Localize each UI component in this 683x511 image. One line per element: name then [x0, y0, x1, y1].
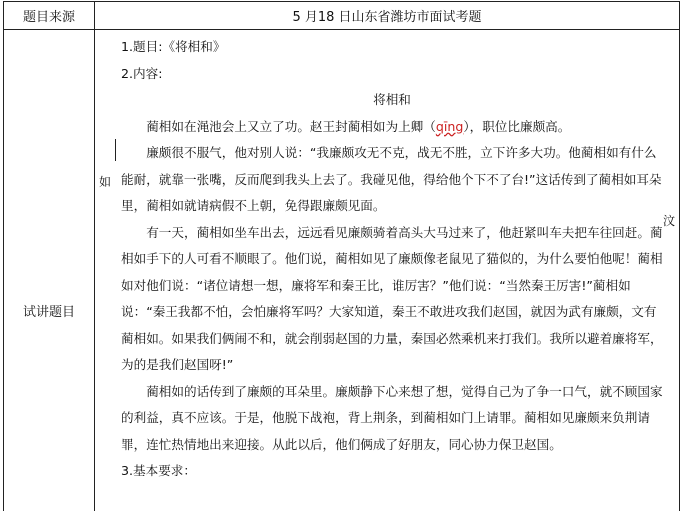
- cursor-mark: [115, 139, 116, 161]
- row-label: 试讲题目: [4, 30, 95, 511]
- header-source-value: 5 月18 日山东省潍坊市面试考题: [95, 2, 680, 30]
- item-title: 1.题目:《将相和》: [121, 39, 226, 54]
- content-cell: [95, 30, 680, 511]
- paragraph-2: 廉颇很不服气，他对别人说：“我廉颇攻无不克，战无不胜，立下许多大功。他蔺相如有什么能耐，就靠一张嘴，反而爬到我头上去了。我碰见他，得给他个下不了台!”这话传到了蔺相如耳朵里，蔺相如就请病假不上朝，免得跟廉颇见面。: [121, 145, 662, 213]
- paragraph-3: 有一天，蔺相如坐车出去，远远看见廉颇骑着高头大马过来了，他赶紧叫车夫把车往回赶。蔺相如手下的人可看不顺眼了。他们说，蔺相如见了廉颇像老鼠见了猫似的，为什么要怕他呢！蔺相如对他们说：“诸位请想一想，廉将军和秦王比，谁厉害？”他们说：“当然秦王厉害!”蔺相如说：“秦王我都不怕，会怕廉将军吗？大家知道，秦王不敢进攻我们赵国，就因为武有廉颇，文有蔺相如。如果我们俩闹不和，就会削弱赵国的力量，秦国必然乘机来打我们。我所以避着廉将军，为的是我们赵国呀!”: [121, 224, 663, 372]
- pinyin-annotation: qīng: [435, 118, 464, 134]
- paragraph-1-text: 蔺相如在渑池会上又立了功。赵王封蔺相如为上卿（qīng），职位比廉颇高。: [146, 118, 571, 134]
- content-row: [4, 30, 680, 511]
- item-requirements: 3.基本要求：: [121, 463, 196, 478]
- exam-table: [3, 1, 680, 511]
- header-row: [4, 2, 680, 30]
- paragraph-1: [121, 114, 663, 141]
- margin-mark-right: 汶: [662, 214, 675, 228]
- story-title: 将相和: [373, 92, 411, 107]
- item-content: 2.内容:: [121, 65, 163, 81]
- paragraph-4: 蔺相如的话传到了廉颇的耳朵里。廉颇静下心来想了想，觉得自己为了争一口气，就不顾国家的利益，真不应该。于是，他脱下战袍，背上荆条，到蔺相如门上请罪。蔺相如见廉颇来负荆请罪，连忙热情地出来迎接。从此以后，他们俩成了好朋友，同心协力保卫赵国。: [121, 383, 663, 452]
- header-source-label: 题目来源: [4, 2, 95, 30]
- content-block: [95, 30, 679, 485]
- margin-mark-left: 如: [99, 175, 112, 189]
